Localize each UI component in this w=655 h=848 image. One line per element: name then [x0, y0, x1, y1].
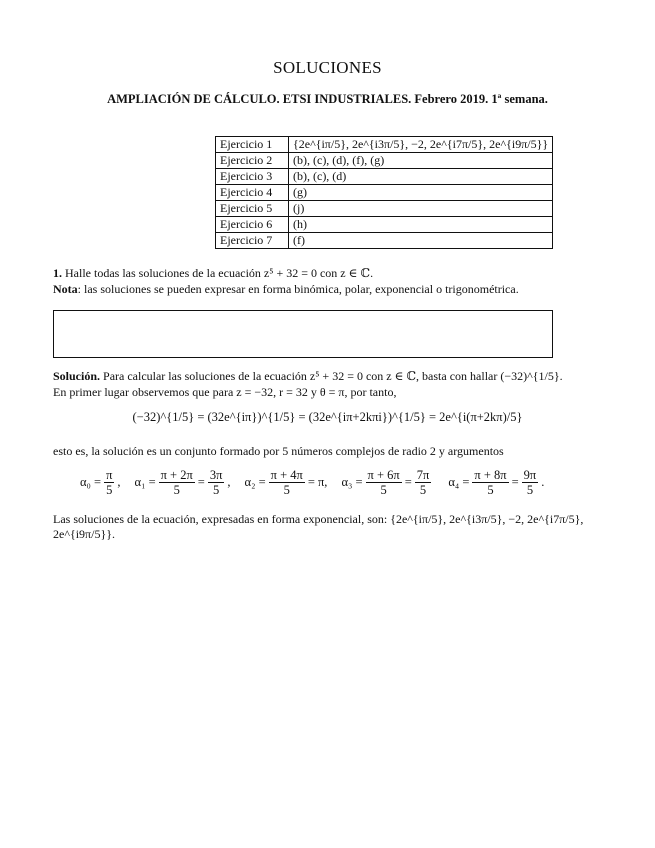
exercise-answer: (f) [289, 233, 553, 249]
fraction [472, 468, 508, 497]
note-label: Nota [53, 282, 78, 296]
argument-alpha-3 [341, 468, 434, 497]
fraction-numerator: π + 4π [270, 468, 303, 482]
fraction-denominator: 5 [106, 483, 113, 497]
fraction-denominator: 5 [173, 483, 180, 497]
solution-line-1: Para calcular las soluciones de la ecuación z⁵ + 32 = 0 con z ∈ ℂ, basta con hallar (−32)^{1/5}. [103, 369, 563, 383]
argument-alpha-2 [245, 468, 328, 497]
exercise-label: Ejercicio 1 [216, 137, 289, 153]
solution-label: Solución. [53, 369, 101, 383]
table-row [216, 153, 553, 169]
fraction-numerator: π + 8π [474, 468, 507, 482]
equals-sign: = [404, 475, 412, 489]
fraction-denominator: 5 [526, 483, 534, 497]
exercise-label: Ejercicio 7 [216, 233, 289, 249]
table-row [216, 201, 553, 217]
exercise-label: Ejercicio 2 [216, 153, 289, 169]
fraction [208, 468, 225, 497]
alpha-lhs: α₃ = [341, 475, 363, 489]
table-row [216, 169, 553, 185]
arguments-row [80, 468, 600, 497]
fraction [522, 468, 539, 497]
main-equation: (−32)^{1/5} = (32e^{iπ})^{1/5} = (32e^{iπ+2kπi})^{1/5} = 2e^{i(π+2kπ)/5} [132, 410, 523, 424]
fraction-numerator: 3π [209, 468, 223, 482]
exercise-answer: (b), (c), (d) [289, 169, 553, 185]
exercise-label: Ejercicio 6 [216, 217, 289, 233]
exercise-answer: (h) [289, 217, 553, 233]
exercise-answer: (b), (c), (d), (f), (g) [289, 153, 553, 169]
final-solution-line: Las soluciones de la ecuación, expresadas en forma exponencial, son: {2e^{iπ/5}, 2e^{i3π/5}, −2, 2e^{i7π/5}, 2e^{i9π/5}}. [53, 512, 584, 541]
alpha-rest: , [227, 475, 231, 489]
exercise-answer: (g) [289, 185, 553, 201]
argument-alpha-4 [448, 468, 544, 497]
fraction-numerator: π [106, 468, 113, 482]
table-row [216, 185, 553, 201]
alpha-lhs: α₀ = [80, 475, 102, 489]
solution-line-3: esto es, la solución es un conjunto formado por 5 números complejos de radio 2 y argumentos [53, 444, 504, 458]
problem-number: 1. [53, 266, 62, 280]
answer-box[interactable] [53, 310, 553, 358]
exercise-label: Ejercicio 4 [216, 185, 289, 201]
exercise-label: Ejercicio 5 [216, 201, 289, 217]
solution-line-2: En primer lugar observemos que para z = −32, r = 32 y θ = π, por tanto, [53, 385, 397, 399]
alpha-rest: = π, [307, 475, 328, 489]
exercise-answer: (j) [289, 201, 553, 217]
table-row [216, 217, 553, 233]
fraction [269, 468, 305, 497]
fraction-denominator: 5 [283, 483, 290, 497]
fraction-denominator: 5 [213, 483, 220, 497]
fraction-numerator: 7π [416, 468, 430, 482]
fraction-numerator: π + 6π [367, 468, 400, 482]
equals-sign: = [511, 475, 519, 489]
exercise-label: Ejercicio 3 [216, 169, 289, 185]
fraction [366, 468, 402, 497]
equals-sign: = [197, 475, 205, 489]
argument-alpha-1 [135, 468, 231, 497]
answers-table [215, 136, 553, 249]
fraction [104, 468, 114, 497]
argument-alpha-0 [80, 468, 121, 497]
page-title: SOLUCIONES [273, 58, 382, 77]
problem-text: Halle todas las soluciones de la ecuación z⁵ + 32 = 0 con z ∈ ℂ. [65, 266, 374, 280]
solution-intro [53, 368, 618, 400]
fraction-denominator: 5 [380, 483, 387, 497]
alpha-lhs: α₁ = [134, 475, 156, 489]
fraction [415, 468, 432, 497]
fraction [159, 468, 195, 497]
table-row [216, 233, 553, 249]
fraction-numerator: 9π [523, 468, 537, 482]
document-subtitle: AMPLIACIÓN DE CÁLCULO. ETSI INDUSTRIALES. Febrero 2019. 1ª semana. [107, 92, 548, 106]
problem-statement [53, 265, 613, 297]
fraction-numerator: π + 2π [160, 468, 193, 482]
alpha-lhs: α₂ = [244, 475, 266, 489]
alpha-lhs: α₄ = [448, 475, 470, 489]
table-row [216, 137, 553, 153]
note-text: : las soluciones se pueden expresar en forma binómica, polar, exponencial o trigonométrica. [77, 282, 519, 296]
fraction-denominator: 5 [487, 483, 494, 497]
exercise-answer: {2e^{iπ/5}, 2e^{i3π/5}, −2, 2e^{i7π/5}, 2e^{i9π/5}} [289, 137, 553, 153]
alpha-rest: , [117, 475, 121, 489]
fraction-denominator: 5 [419, 483, 427, 497]
alpha-rest: . [541, 475, 545, 489]
